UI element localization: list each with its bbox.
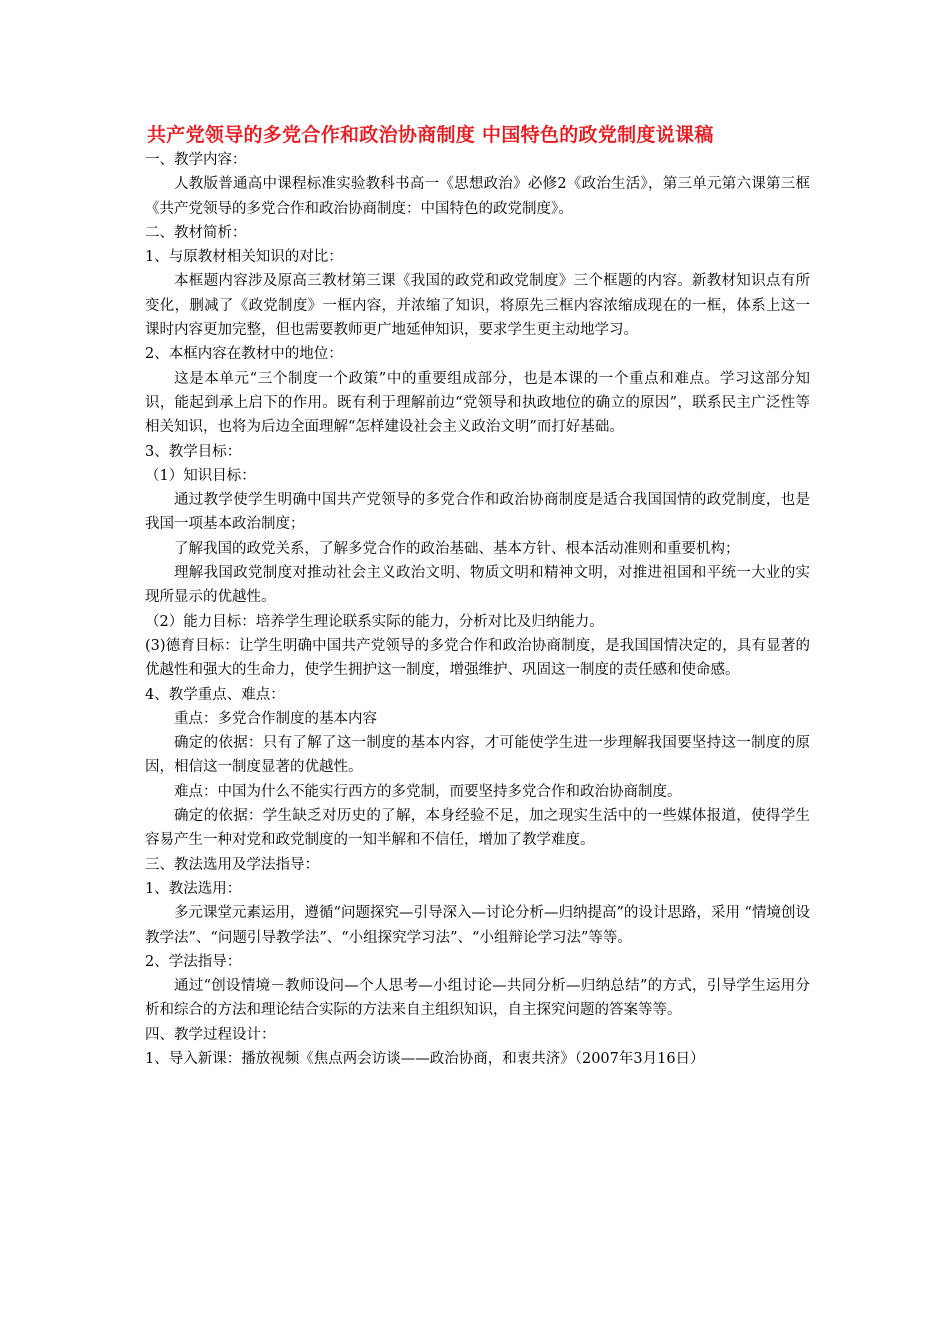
- document-page: [145, 122, 810, 1071]
- subsection-heading: 4、教学重点、难点：: [145, 686, 285, 703]
- subsection-heading: 3、教学目标：: [145, 443, 242, 460]
- document-body: [145, 148, 810, 1071]
- paragraph: 理解我国政党制度对推动社会主义政治文明、物质文明和精神文明，对推进祖国和平统一大业的实现所显示的优越性。: [145, 565, 810, 606]
- paragraph: 了解我国的政党关系，了解多党合作的政治基础、基本方针、根本活动准则和重要机构；: [174, 540, 740, 557]
- section-heading: 三、教法选用及学法指导：: [145, 856, 319, 873]
- paragraph: 通过教学使学生明确中国共产党领导的多党合作和政治协商制度是适合我国国情的政党制度，也是我国一项基本政治制度；: [145, 492, 810, 533]
- subsection-heading: 2、本框内容在教材中的地位：: [145, 346, 343, 363]
- text-line: 难点：中国为什么不能实行西方的多党制，而要坚持多党合作和政治协商制度。: [174, 783, 682, 800]
- paragraph: 这是本单元“三个制度一个政策”中的重要组成部分，也是本课的一个重点和难点。学习这部分知识，能起到承上启下的作用。既有利于理解前边“党领导和执政地位的确立的原因”，联系民主广泛性等相关知识，也将为后边全面理解“怎样建设社会主义政治文明”而打好基础。: [145, 370, 810, 436]
- paragraph: (3)德育目标：让学生明确中国共产党领导的多党合作和政治协商制度，是我国国情决定的，具有显著的优越性和强大的生命力，使学生拥护这一制度，增强维护、巩固这一制度的责任感和使命感。: [145, 637, 810, 679]
- text-line: （1）知识目标：: [145, 467, 256, 484]
- paragraph: 人教版普通高中课程标准实验教科书高一《思想政治》必修2《政治生活》，第三单元第六课第三框《共产党领导的多党合作和政治协商制度：中国特色的政党制度》。: [145, 176, 810, 217]
- subsection-heading: 1、教法选用：: [145, 880, 242, 897]
- subsection-heading: 1、与原教材相关知识的对比：: [145, 249, 343, 266]
- section-heading: 四、教学过程设计：: [145, 1026, 276, 1043]
- section-heading: 一、教学内容：: [145, 152, 247, 168]
- subsection-heading: 1、导入新课：播放视频《焦点两会访谈——政治协商，和衷共济》（2007年3月16日）: [145, 1050, 705, 1067]
- text-line: （2）能力目标：培养学生理论联系实际的能力，分析对比及归纳能力。: [145, 613, 604, 630]
- paragraph: 确定的依据：只有了解了这一制度的基本内容，才可能使学生进一步理解我国要坚持这一制度的原因，相信这一制度显著的优越性。: [145, 735, 810, 776]
- subsection-heading: 2、学法指导：: [145, 953, 242, 970]
- paragraph: 多元课堂元素运用，遵循“问题探究—引导深入—讨论分析—归纳提高”的设计思路，采用 “情境创设教学法”、“问题引导教学法”、“小组探究学习法”、“小组辩论学习法”等等。: [145, 905, 810, 946]
- text-line: 重点：多党合作制度的基本内容: [174, 710, 377, 727]
- section-heading: 二、教材简析：: [145, 224, 247, 241]
- paragraph: 本框题内容涉及原高三教材第三课《我国的政党和政党制度》三个框题的内容。新教材知识点有所变化，删减了《政党制度》一框内容，并浓缩了知识，将原先三框内容浓缩成现在的一框，体系上这一课时内容更加完整，但也需要教师更广地延伸知识，要求学生更主动地学习。: [145, 273, 810, 339]
- paragraph: 确定的依据：学生缺乏对历史的了解，本身经验不足，加之现实生活中的一些媒体报道，使得学生容易产生一种对党和政党制度的一知半解和不信任，增加了教学难度。: [145, 808, 810, 849]
- paragraph: 通过“创设情境－教师设问—个人思考—小组讨论—共同分析—归纳总结”的方式，引导学生运用分析和综合的方法和理论结合实际的方法来自主组织知识，自主探究问题的答案等等。: [145, 978, 810, 1019]
- document-title: 共产党领导的多党合作和政治协商制度 中国特色的政党制度说课稿: [147, 124, 714, 146]
